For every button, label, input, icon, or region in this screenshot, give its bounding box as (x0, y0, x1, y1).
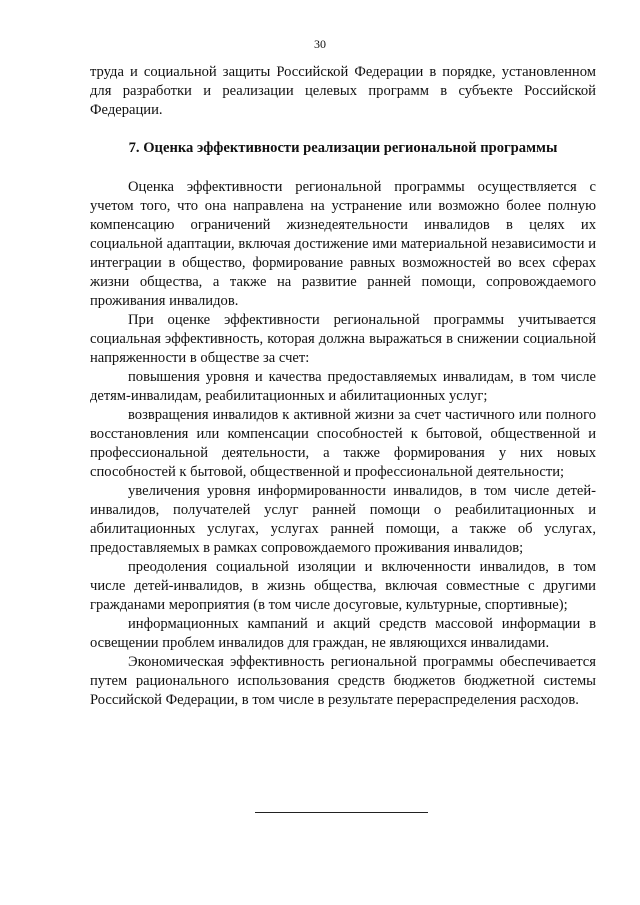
list-item-active-life-return: возвращения инвалидов к активной жизни за счет частичного или полного восстановления или компенсации способностей к бытовой, общественной и профессиональной деятельности, а также формирования у них новых способностей к бытовой, общественной и профессиональной деятельности; (90, 407, 596, 480)
list-item-awareness: увеличения уровня информированности инвалидов, в том числе детей-инвалидов, получателей услуг ранней помощи о реабилитационных и абилитационных услугах, услугах ранней помощи, а также об услугах, предоставляемых в рамках сопровождаемого проживания инвалидов; (90, 483, 596, 556)
intro-paragraph: труда и социальной защиты Российской Федерации в порядке, установленном для разработки и реализации целевых программ в субъекте Российской Федерации. (90, 64, 596, 118)
paragraph-social-efficiency: При оценке эффективности региональной программы учитывается социальная эффективность, которая должна выражаться в снижении социальной напряженности в обществе за счет: (90, 312, 596, 366)
list-item-media-campaigns: информационных кампаний и акций средств массовой информации в освещении проблем инвалидов для граждан, не являющихся инвалидами. (90, 616, 596, 651)
list-item-service-quality: повышения уровня и качества предоставляемых инвалидам, в том числе детям-инвалидам, реабилитационных и абилитационных услуг; (90, 369, 596, 404)
paragraph-economic-efficiency: Экономическая эффективность региональной программы обеспечивается путем рационального использования средств бюджетов бюджетной системы Российской Федерации, в том числе в результате перераспределения расходов. (90, 654, 596, 708)
end-separator-line (255, 812, 428, 813)
section-heading: 7. Оценка эффективности реализации региональной программы (128, 140, 558, 156)
page-number: 30 (314, 37, 326, 51)
document-body (90, 63, 596, 710)
list-item-social-isolation: преодоления социальной изоляции и включенности инвалидов, в том числе детей-инвалидов, в жизнь общества, включая совместные с другими гражданами мероприятия (в том числе досуговые, культурные, спортивные); (90, 559, 596, 613)
paragraph-efficiency-assessment: Оценка эффективности региональной программы осуществляется с учетом того, что она направлена на устранение или возможно более полную компенсацию ограничений жизнедеятельности инвалидов в целях их социальной адаптации, включая достижение ими материальной независимости и интеграции в общество, формирование равных возможностей во всех сферах жизни общества, а также на развитие ранней помощи, сопровождаемого проживания инвалидов. (90, 179, 596, 309)
